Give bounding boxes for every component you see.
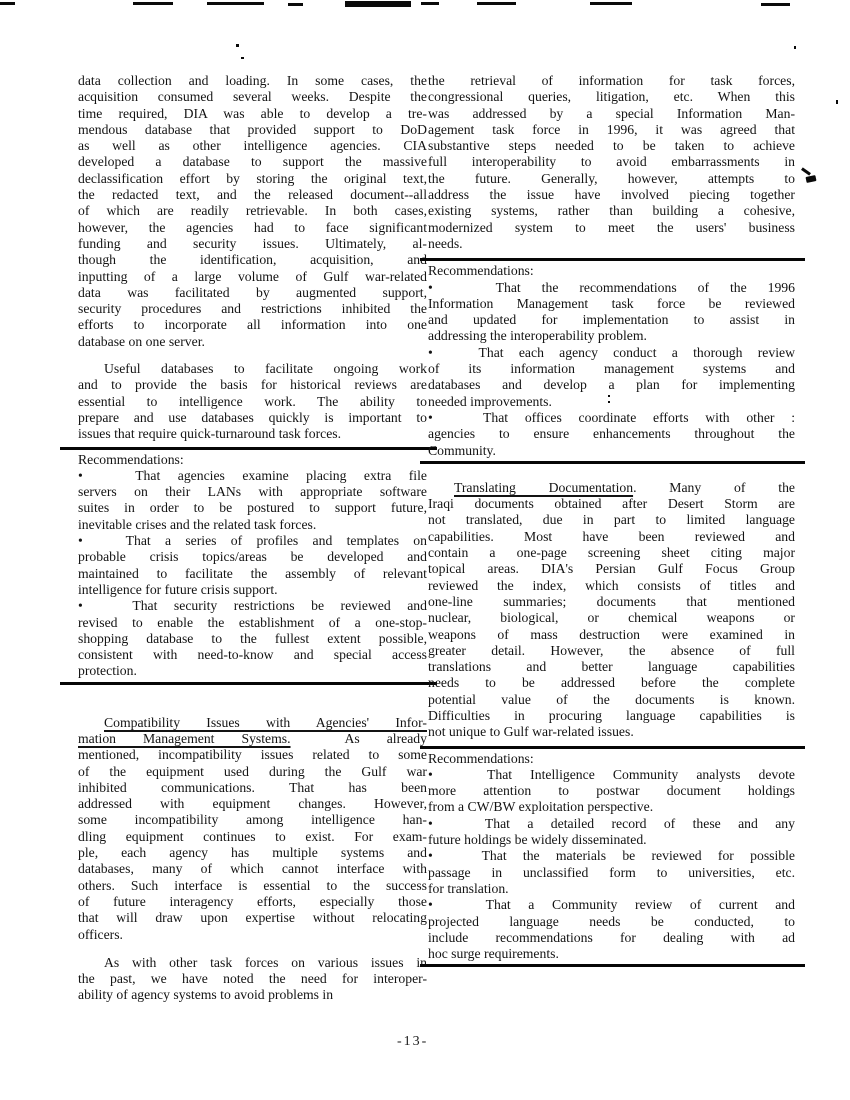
text-line: one-line summaries; documents that mentioned (428, 593, 795, 609)
text-line: agencies to ensure enhancements throughout the (428, 426, 795, 442)
text-line: more attention to postwar document holdings (428, 783, 795, 799)
paragraph-text: . Many of the (633, 479, 795, 495)
text-line: potential value of the documents is known. (428, 691, 795, 707)
section-translating-documentation (428, 480, 795, 741)
text-line: consistent with need-to-know and special access (78, 647, 427, 663)
text-line: for translation. (428, 880, 509, 896)
scan-artifact-dash (0, 2, 15, 5)
section-heading-line (428, 480, 795, 496)
text-line: substantive steps needed to be taken to achieve (428, 138, 795, 154)
scan-artifact-dot (794, 46, 796, 49)
text-line: needs to be addressed before the complete (428, 675, 795, 691)
text-line: shopping database to the fullest extent possible, (78, 630, 427, 646)
text-line: not translated, due in part to limited language (428, 512, 795, 528)
text-line: • That a detailed record of these and any (428, 815, 795, 831)
recommendations-title: Recommendations: (428, 263, 534, 279)
page-number: -13- (397, 1034, 429, 1049)
text-line: capabilities. Most have been reviewed and (428, 528, 795, 544)
text-line: agement task force in 1996, it was agreed that (428, 121, 795, 137)
text-line: full interoperability to avoid embarrassments in (428, 154, 795, 170)
text-line: the past, we have noted the need for interoper- (78, 971, 427, 987)
text-line: Information Management task force be reviewed (428, 295, 795, 311)
text-line: reviewed the index, which consists of titles and (428, 577, 795, 593)
recommendations-box-interoperability (420, 258, 805, 464)
text-line: though the identification, acquisition, and (78, 252, 427, 268)
text-line: was addressed by a special Information Man- (428, 105, 795, 121)
recommendation-item (428, 816, 795, 849)
text-line: the redacted text, and the released document--all (78, 187, 427, 203)
text-line: developed a database to support the massive (78, 154, 427, 170)
left-column (60, 73, 437, 1004)
text-line: mendous database that provided support to DoD (78, 121, 427, 137)
text-line: ple, each agency has multiple systems and (78, 845, 427, 861)
text-line: addressed with equipment changes. However, (78, 796, 427, 812)
text-line: issues that require quick-turnaround task forces. (78, 426, 342, 442)
text-line: of which are readily retrievable. In both cases, (78, 203, 427, 219)
recommendation-item (428, 848, 795, 897)
text-line: greater detail. However, the absence of full (428, 642, 795, 658)
text-line: needs. (428, 235, 463, 251)
text-line: data collection and loading. In some cases, the (78, 73, 427, 88)
text-line: that will draw upon expertise without relocating (78, 910, 427, 926)
recommendation-item (78, 468, 427, 533)
text-line: from a CW/BW exploitation perspective. (428, 799, 654, 815)
text-line: some incompatibility among intelligence han- (78, 812, 427, 828)
section-heading-underlined-text: mation Management Systems. (78, 730, 291, 746)
text-line: the future. Generally, however, attempts to (428, 170, 795, 186)
paragraph-task-forces (78, 955, 427, 1004)
text-line: nuclear, biological, or chemical weapons or (428, 610, 795, 626)
text-line: • That a series of profiles and templates on (78, 533, 427, 549)
text-line: ability of agency systems to avoid problems in (78, 987, 334, 1003)
paragraph-retrieval (428, 73, 795, 252)
recommendation-item (428, 280, 795, 345)
scan-artifact-dash (207, 2, 264, 5)
text-line: officers. (78, 926, 123, 942)
recommendation-item (428, 897, 795, 962)
text-line: maintained to facilitate the assembly of relevant (78, 565, 427, 581)
text-line: weapons of mass destruction were examined in (428, 626, 795, 642)
recommendations-title: Recommendations: (428, 750, 534, 766)
text-line: • That Intelligence Community analysts devote (428, 766, 795, 782)
section-heading-line (78, 715, 427, 731)
scan-artifact-dash (477, 2, 516, 5)
text-line: contain a one-page screening sheet citing major (428, 545, 795, 561)
text-line: mentioned, incompatibility issues related to some (78, 747, 427, 763)
text-line: and updated for implementation to assist in (428, 312, 795, 328)
text-line: addressing the interoperability problem. (428, 328, 647, 344)
paragraph-compatibility-body (78, 747, 427, 943)
text-line: modernized system to meet the users' business (428, 219, 795, 235)
text-line: servers on their LANs with appropriate software (78, 484, 427, 500)
scan-artifact-dash (288, 3, 303, 6)
scan-artifact-dash (345, 1, 411, 7)
text-line: acquisition consumed several weeks. Despite the (78, 89, 427, 105)
text-line: of the equipment used during the Gulf war (78, 763, 427, 779)
text-line: prepare and use databases quickly is important to (78, 409, 427, 425)
recommendation-item (428, 345, 795, 410)
recommendations-title: Recommendations: (78, 451, 184, 467)
text-line: however, the agencies had to face significant (78, 219, 427, 235)
recommendations-box-language (420, 746, 805, 968)
text-line: data was facilitated by augmented support, (78, 284, 427, 300)
text-line: Community. (428, 442, 496, 458)
text-line: essential to intelligence work. The ability to (78, 393, 427, 409)
section-heading-underlined-text: Translating Documentation (454, 479, 634, 495)
text-line: efforts to incorporate all information into one (78, 317, 427, 333)
text-line: • That the recommendations of the 1996 (428, 279, 795, 295)
section-heading-underlined-text: Compatibility Issues with Agencies' Infor- (104, 714, 427, 730)
section-heading-line (78, 731, 427, 747)
text-line: future holdings be widely disseminated. (428, 832, 647, 848)
text-line: of future interagency efforts, especially those (78, 893, 427, 909)
text-line: congressional queries, litigation, etc. When this (428, 89, 795, 105)
scan-artifact-dash (133, 2, 173, 5)
section-compatibility (78, 715, 427, 943)
text-line: inevitable crises and the related task forces. (78, 516, 317, 532)
scan-artifact-dash (590, 2, 632, 5)
text-line: declassification effort by storing the original text, (78, 170, 427, 186)
text-line: of its information management systems and (428, 361, 795, 377)
text-line: • That offices coordinate efforts with other : (428, 409, 795, 425)
text-line: probable crisis topics/areas be developed and (78, 549, 427, 565)
text-line: • That security restrictions be reviewed and (78, 598, 427, 614)
text-line: Useful databases to facilitate ongoing work (104, 361, 427, 377)
text-line: revised to enable the establishment of a one-stop- (78, 614, 427, 630)
text-line: others. Such interface is essential to the success (78, 877, 427, 893)
text-line: existing systems, rather than building a cohesive, (428, 203, 795, 219)
recommendations-box-databases (60, 447, 437, 685)
recommendation-item (428, 767, 795, 816)
text-line: inhibited communications. That has been (78, 779, 427, 795)
text-line: dling equipment continues to exist. For exam- (78, 828, 427, 844)
recommendation-item (78, 598, 427, 679)
scan-artifact-dash (761, 3, 790, 6)
text-line: and to provide the basis for historical reviews are (78, 377, 427, 393)
scan-artifact-dot (241, 57, 244, 59)
text-line: Iraqi documents obtained after Desert Storm are (428, 496, 795, 512)
text-line: translations and better language capabilities (428, 659, 795, 675)
text-line: • That each agency conduct a thorough review (428, 344, 795, 360)
paragraph-databases-1 (78, 73, 427, 350)
text-line: • That agencies examine placing extra file (78, 467, 427, 483)
text-line: Difficulties in procuring language capabilities is (428, 707, 795, 723)
scan-artifact-tick (805, 175, 816, 183)
text-line: suites in order to be postured to support future, (78, 500, 427, 516)
paragraph-text: As already (290, 730, 427, 746)
scan-artifact-dash (421, 2, 439, 5)
text-line: funding and security issues. Ultimately, al- (78, 235, 427, 251)
text-line: include recommendations for dealing with ad (428, 929, 795, 945)
scan-artifact-dot (236, 44, 239, 47)
text-line: intelligence for future crisis support. (78, 581, 278, 597)
text-line: the retrieval of information for task forces, (428, 73, 795, 88)
text-line: • That the materials be reviewed for possible (428, 848, 795, 864)
text-line: security procedures and restrictions inhibited the (78, 301, 427, 317)
text-line: topical areas. DIA's Persian Gulf Focus Group (428, 561, 795, 577)
text-line: not unique to Gulf war-related issues. (428, 724, 634, 740)
text-line: passage in unclassified form to universities, etc. (428, 864, 795, 880)
text-line: time required, DIA was able to develop a tre- (78, 105, 427, 121)
right-column (420, 73, 805, 967)
text-line: address the issue have involved piecing together (428, 187, 795, 203)
text-line: databases and develop a plan for implementing (428, 377, 795, 393)
text-line: hoc surge requirements. (428, 946, 559, 962)
paragraph-translating-body (428, 496, 795, 740)
text-line: inputting of a large volume of Gulf war-related (78, 268, 427, 284)
scan-artifact-dot (836, 100, 838, 104)
recommendation-item (428, 410, 795, 459)
text-line: as well as other intelligence agencies. CIA (78, 138, 427, 154)
text-line: protection. (78, 663, 137, 679)
text-line: needed improvements. (428, 393, 552, 409)
recommendation-item (78, 533, 427, 598)
text-line: • That a Community review of current and (428, 897, 795, 913)
text-line: database on one server. (78, 333, 205, 349)
paragraph-useful-databases (78, 361, 427, 442)
text-line: databases, many of which cannot interface with (78, 861, 427, 877)
text-line: As with other task forces on various issues in (104, 954, 427, 970)
text-line: projected language needs be conducted, to (428, 913, 795, 929)
